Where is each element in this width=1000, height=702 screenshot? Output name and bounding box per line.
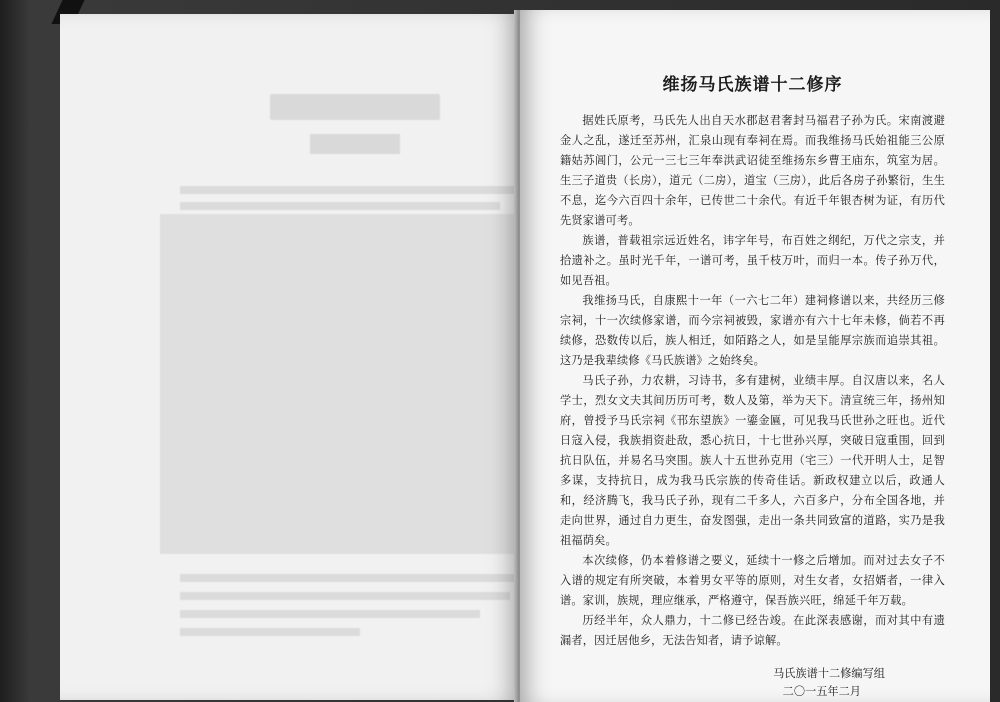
paragraph-acknowledgement: 历经半年，众人鼎力，十二修已经告竣。在此深表感谢，而对其中有遗漏者，因迁居他乡，无法告知者，请予谅解。 [560,614,945,647]
paragraph-current-revision: 本次续修，仍本着修谱之要义，延续十一修之后增加。而对过去女子不入谱的规定有所突破，本着男女平等的原则，对生女者，女招婿者，一律入谱。家训，族规，理应继承，严格遵守，保吾族兴旺，绵延千年万载。 [560,554,945,607]
paragraph-origin: 据姓氏原考，马氏先人出自天水郡赵君奢封马福君子孙为氏。宋南渡避金人之乱，遂迁至苏州，汇泉山现有奉祠在焉。而我维扬马氏始祖能三公原籍姑苏阊门，公元一三七三年奉洪武诏徒至维扬东乡曹王庙东，筑室为居。生三子道贵（长房），道元（二房），道宝（三房），此后各房子孙繁衍，生生不息，迄今六百四十余年，已传世二十余代。有近千年银杏树为证，有历代先贤家谱可考。 [560,114,945,227]
paragraph-revision-history: 我维扬马氏，自康熙十一年（一六七二年）建祠修谱以来，共经历三修宗祠，十一次续修家谱，而今宗祠被毁，家谱亦有六十七年未修，倘若不再续修，恐数传以后，族人相迁，如陌路之人，如是呈能厚宗族而追崇其祖。这乃是我辈续修《马氏族谱》之始终矣。 [560,294,945,367]
paragraph-genealogy-purpose: 族谱，普载祖宗远近姓名，讳字年号，布百姓之纲纪，万代之宗支，并拾遗补之。虽时光千年，一谱可考，虽千枝万叶，而归一本。传子孙万代，如见吾祖。 [560,234,945,287]
signature-date: 二〇一五年二月 [782,685,861,698]
signature-org: 马氏族谱十二修编写组 [773,667,885,680]
preface-document [560,70,945,701]
signature-block [560,665,945,701]
left-page [60,14,518,700]
paragraph-family-achievements: 马氏子孙，力农耕，习诗书，多有建树，业绩丰厚。自汉唐以来，名人学士，烈女文夫其间历历可考，数人及第，举为天下。清宣统三年，扬州知府，曾授予马氏宗祠《邗东望族》一鎏金匾，可见我马氏世孙之旺也。近代日寇入侵，我族捐资赴敌，悉心抗日，十七世孙兴厚，突破日寇重围，回到抗日队伍，并易名马突围。族人十五世孙克用（宅三）一代开明人士，足智多谋，支持抗日，成为我马氏宗族的传奇佳话。新政权建立以后，政通人和，经济腾飞，我马氏子孙，现有二千多人，六百多户，分布全国各地，并走向世界，通过自力更生，奋发图强，走出一条共同致富的道路，实乃是我祖福荫矣。 [560,374,945,547]
document-title: 维扬马氏族谱十二修序 [662,75,843,95]
bleed-through-ghost [160,94,540,654]
